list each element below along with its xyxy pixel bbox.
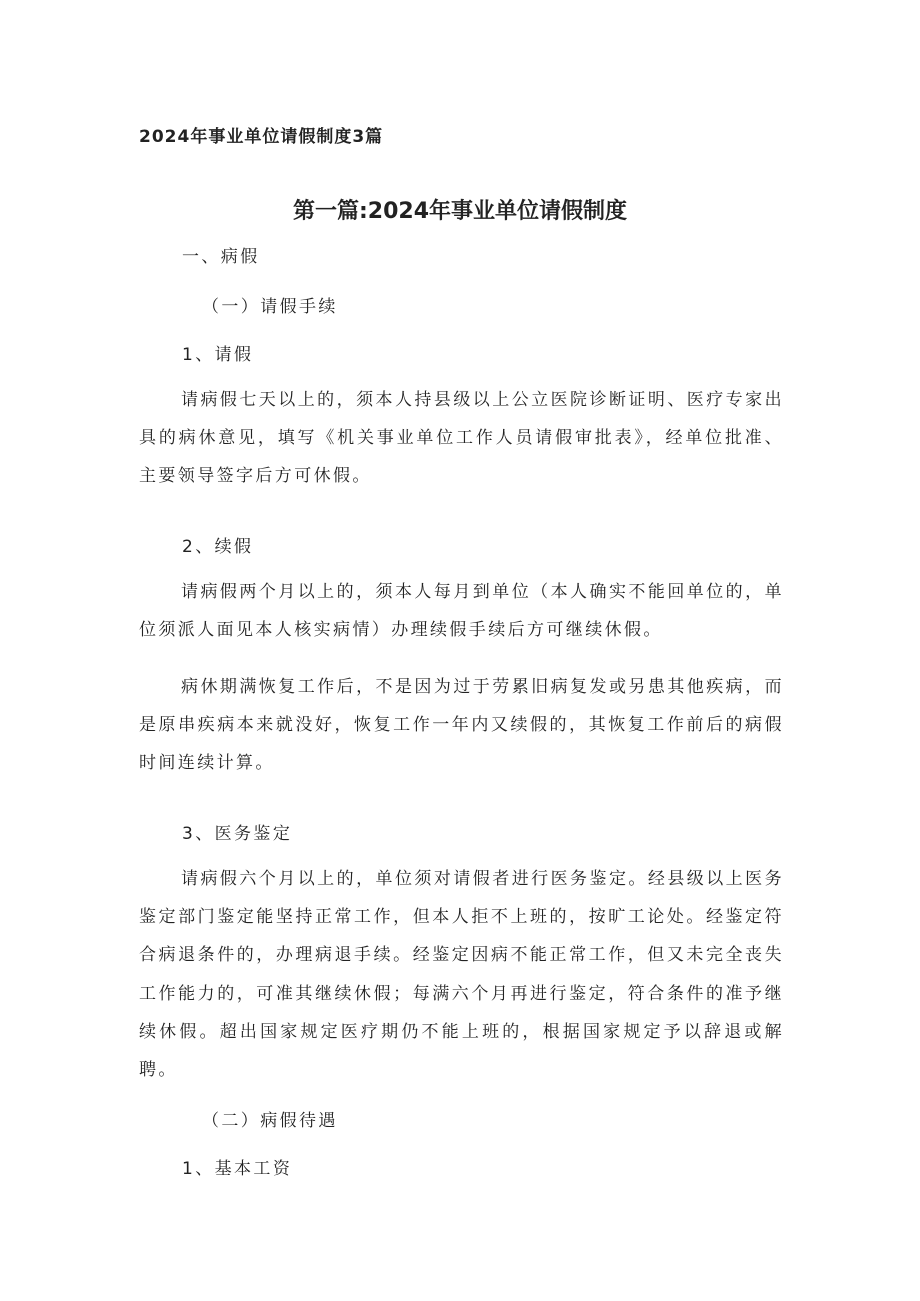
paragraph-continuous-calculation: 病休期满恢复工作后，不是因为过于劳累旧病复发或另患其他疾病，而是原串疾病本来就没好，恢复工作一年内又续假的，其恢复工作前后的病假时间连续计算。 (139, 677, 784, 774)
paragraph-extension: 请病假两个月以上的，须本人每月到单位（本人确实不能回单位的，单位须派人面见本人核实病情）办理续假手续后方可继续休假。 (139, 582, 784, 641)
item-heading-request: 1、请假 (182, 345, 254, 365)
item-heading-extension: 2、续假 (182, 537, 254, 557)
item-heading-basic-salary: 1、基本工资 (182, 1159, 293, 1179)
item-heading-medical-appraisal: 3、医务鉴定 (182, 824, 293, 844)
document-title: 2024年事业单位请假制度3篇 (139, 127, 384, 147)
subsection-heading-procedure: （一）请假手续 (202, 297, 338, 317)
paragraph-medical-appraisal: 请病假六个月以上的，单位须对请假者进行医务鉴定。经县级以上医务鉴定部门鉴定能坚持正常工作，但本人拒不上班的，按旷工论处。经鉴定符合病退条件的，办理病退手续。经鉴定因病不能正常工作，但又未完全丧失工作能力的，可准其继续休假；每满六个月再进行鉴定，符合条件的准予继续休假。超出国家规定医疗期仍不能上班的，根据国家规定予以辞退或解聘。 (139, 869, 784, 1081)
section-heading-sick-leave: 一、病假 (182, 247, 260, 267)
paragraph-request: 请病假七天以上的，须本人持县级以上公立医院诊断证明、医疗专家出具的病休意见，填写《机关事业单位工作人员请假审批表》，经单位批准、主要领导签字后方可休假。 (139, 390, 784, 487)
part-heading: 第一篇:2024年事业单位请假制度 (292, 199, 628, 224)
subsection-heading-benefits: （二）病假待遇 (202, 1111, 338, 1131)
